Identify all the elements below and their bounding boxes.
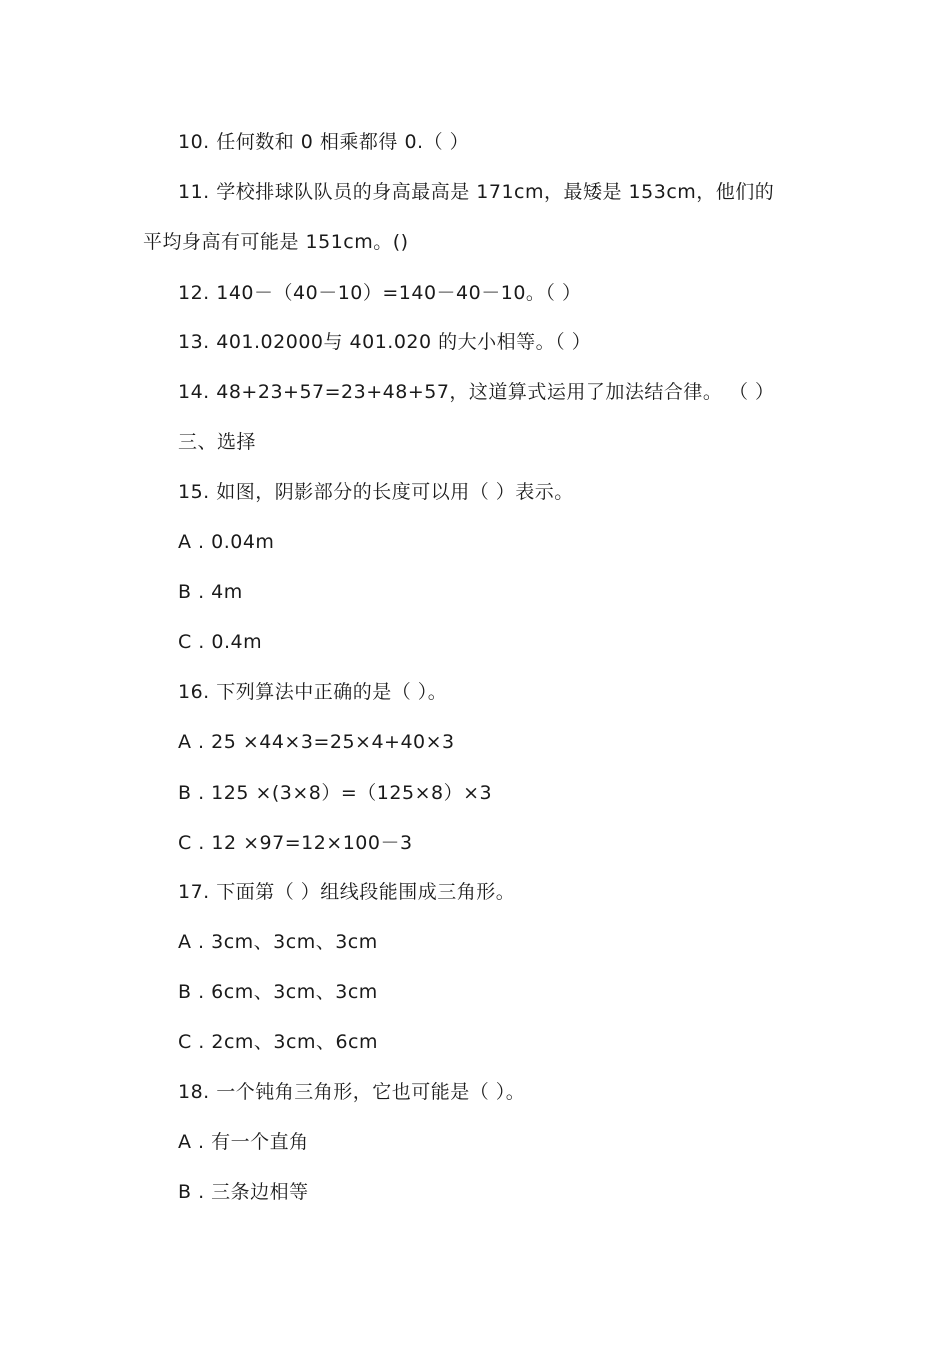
question-15-option-c: C . 0.4m xyxy=(178,631,263,653)
section-heading-choice: 三、选择 xyxy=(178,431,257,453)
question-16-option-c: C . 12 ×97=12×100－3 xyxy=(178,832,413,854)
question-11-line-2: 平均身高有可能是 151cm。() xyxy=(143,231,409,253)
question-12: 12. 140－（40－10）=140－40－10。（ ） xyxy=(178,282,582,304)
question-17-option-c: C . 2cm、3cm、6cm xyxy=(178,1031,379,1053)
question-17: 17. 下面第（ ）组线段能围成三角形。 xyxy=(178,881,516,903)
question-16-option-b: B . 125 ×(3×8）=（125×8）×3 xyxy=(178,782,493,804)
question-17-option-a: A . 3cm、3cm、3cm xyxy=(178,931,378,953)
question-13: 13. 401.02000与 401.020 的大小相等。（ ） xyxy=(178,331,592,353)
question-18-option-b: B . 三条边相等 xyxy=(178,1181,309,1203)
question-18-option-a: A . 有一个直角 xyxy=(178,1131,309,1153)
question-16-option-a: A . 25 ×44×3=25×4+40×3 xyxy=(178,731,455,753)
question-15-option-b: B . 4m xyxy=(178,581,243,603)
question-18: 18. 一个钝角三角形，它也可能是（ ）。 xyxy=(178,1081,526,1103)
question-11-line-1: 11. 学校排球队队员的身高最高是 171cm，最矮是 153cm，他们的 xyxy=(178,181,775,203)
question-15-option-a: A . 0.04m xyxy=(178,531,275,553)
question-15: 15. 如图，阴影部分的长度可以用（ ）表示。 xyxy=(178,481,574,503)
question-14: 14. 48+23+57=23+48+57，这道算式运用了加法结合律。 （ ） xyxy=(178,381,775,403)
question-16: 16. 下列算法中正确的是（ ）。 xyxy=(178,681,448,703)
question-10: 10. 任何数和 0 相乘都得 0.（ ） xyxy=(178,131,470,153)
question-17-option-b: B . 6cm、3cm、3cm xyxy=(178,981,378,1003)
